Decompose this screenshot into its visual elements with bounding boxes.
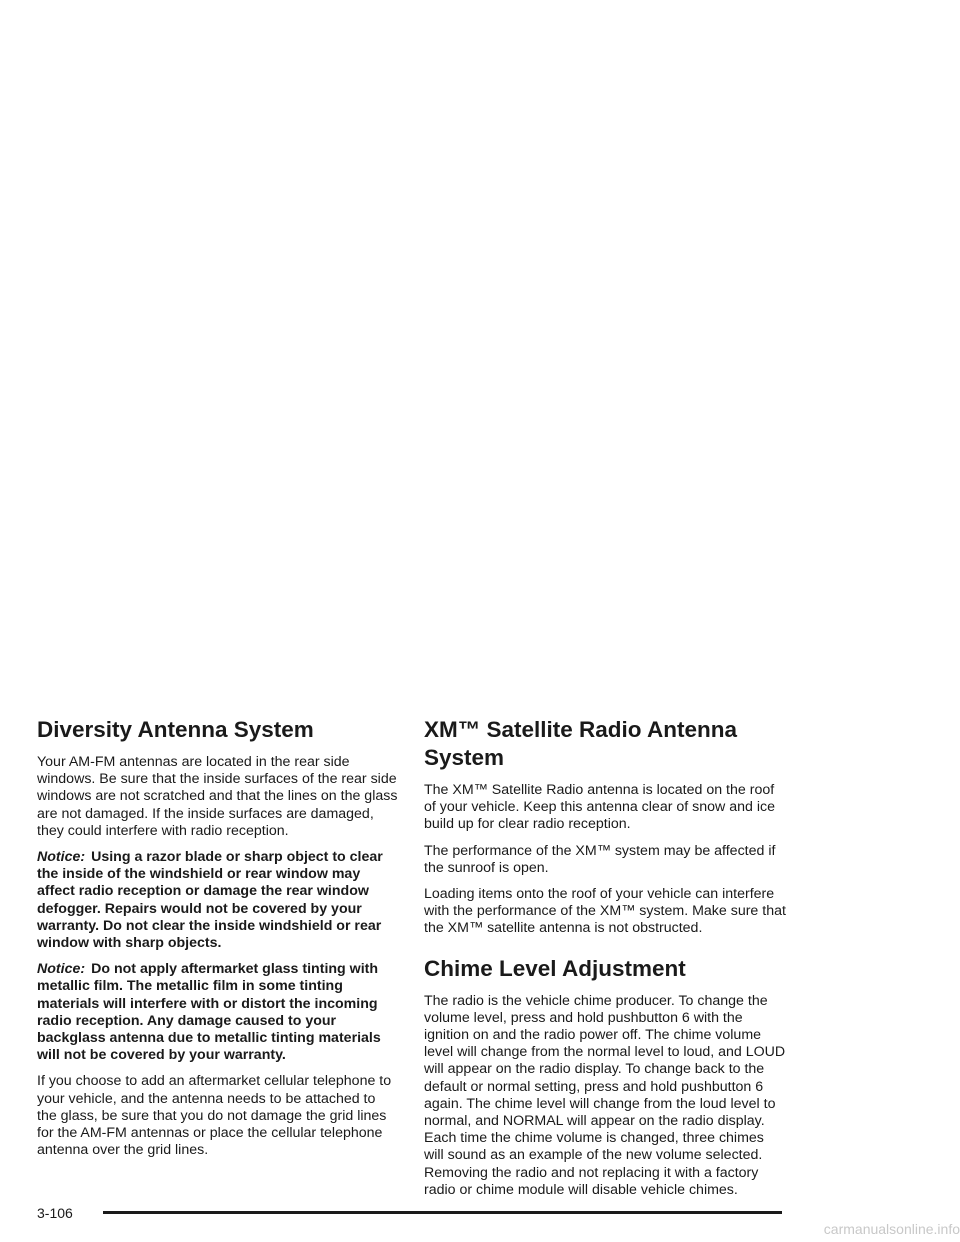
- section-heading-xm-antenna: XM™ Satellite Radio Antenna System: [424, 717, 737, 770]
- footer-rule: [103, 1211, 782, 1214]
- page-footer: [37, 1203, 782, 1223]
- notice-text: Do not apply aftermarket glass tinting with metallic film. The metallic film in some tinting materials will interfere with or distort the incoming radio reception. Any damage caused to your backglass antenna due to metallic tinting materials will not be covered by your warranty.: [37, 961, 381, 1064]
- paragraph-xm-roof-loading: Loading items onto the roof of your vehicle can interfere with the performance of the XM™ system. Make sure that the XM™ satellite antenna is not obstructed.: [424, 886, 786, 937]
- notice-glass-tinting: [37, 961, 399, 1064]
- section-heading-chime-level: Chime Level Adjustment: [424, 955, 686, 981]
- watermark: carmanualsonline.info: [823, 1221, 960, 1237]
- paragraph-xm-location: The XM™ Satellite Radio antenna is located on the roof of your vehicle. Keep this antenna clear of snow and ice build up for clear radio reception.: [424, 782, 775, 833]
- page-number: 3-106: [37, 1205, 73, 1221]
- right-column: [424, 716, 786, 1208]
- section-heading-diversity-antenna: Diversity Antenna System: [37, 717, 314, 742]
- paragraph-cellular-telephone: If you choose to add an aftermarket cellular telephone to your vehicle, and the antenna needs to be attached to the glass, be sure that you do not damage the grid lines for the AM-FM antennas or place the cellular telephone antenna over the grid lines.: [37, 1073, 392, 1159]
- notice-label: Notice:: [37, 961, 86, 978]
- paragraph-antenna-location: Your AM-FM antennas are located in the rear side windows. Be sure that the inside surfaces of the rear side windows are not scratched and that the lines on the glass are not damaged. If the inside surfaces are damaged, they could interfere with radio reception.: [37, 754, 398, 839]
- notice-razor-blade: [37, 849, 399, 952]
- notice-text: Using a razor blade or sharp object to clear the inside of the windshield or rear window may affect radio reception or damage the rear window defogger. Repairs would not be covered by your warranty. Do not clear the inside windshield or rear window with sharp objects.: [37, 849, 383, 952]
- notice-label: Notice:: [37, 849, 86, 866]
- paragraph-xm-sunroof: The performance of the XM™ system may be affected if the sunroof is open.: [424, 842, 776, 876]
- paragraph-chime-adjustment: The radio is the vehicle chime producer. To change the volume level, press and hold pushbutton 6 with the ignition on and the radio power off. The chime volume level will change from the normal level to loud, and LOUD will appear on the radio display. To change back to the default or normal setting, press and hold pushbutton 6 again. The chime level will change from the loud level to normal, and NORMAL will appear on the radio display. Each time the chime volume is changed, three chimes will sound as an example of the new volume selected. Removing the radio and not replacing it with a factory radio or chime module will disable vehicle chimes.: [424, 992, 786, 1198]
- left-column: [37, 716, 399, 1168]
